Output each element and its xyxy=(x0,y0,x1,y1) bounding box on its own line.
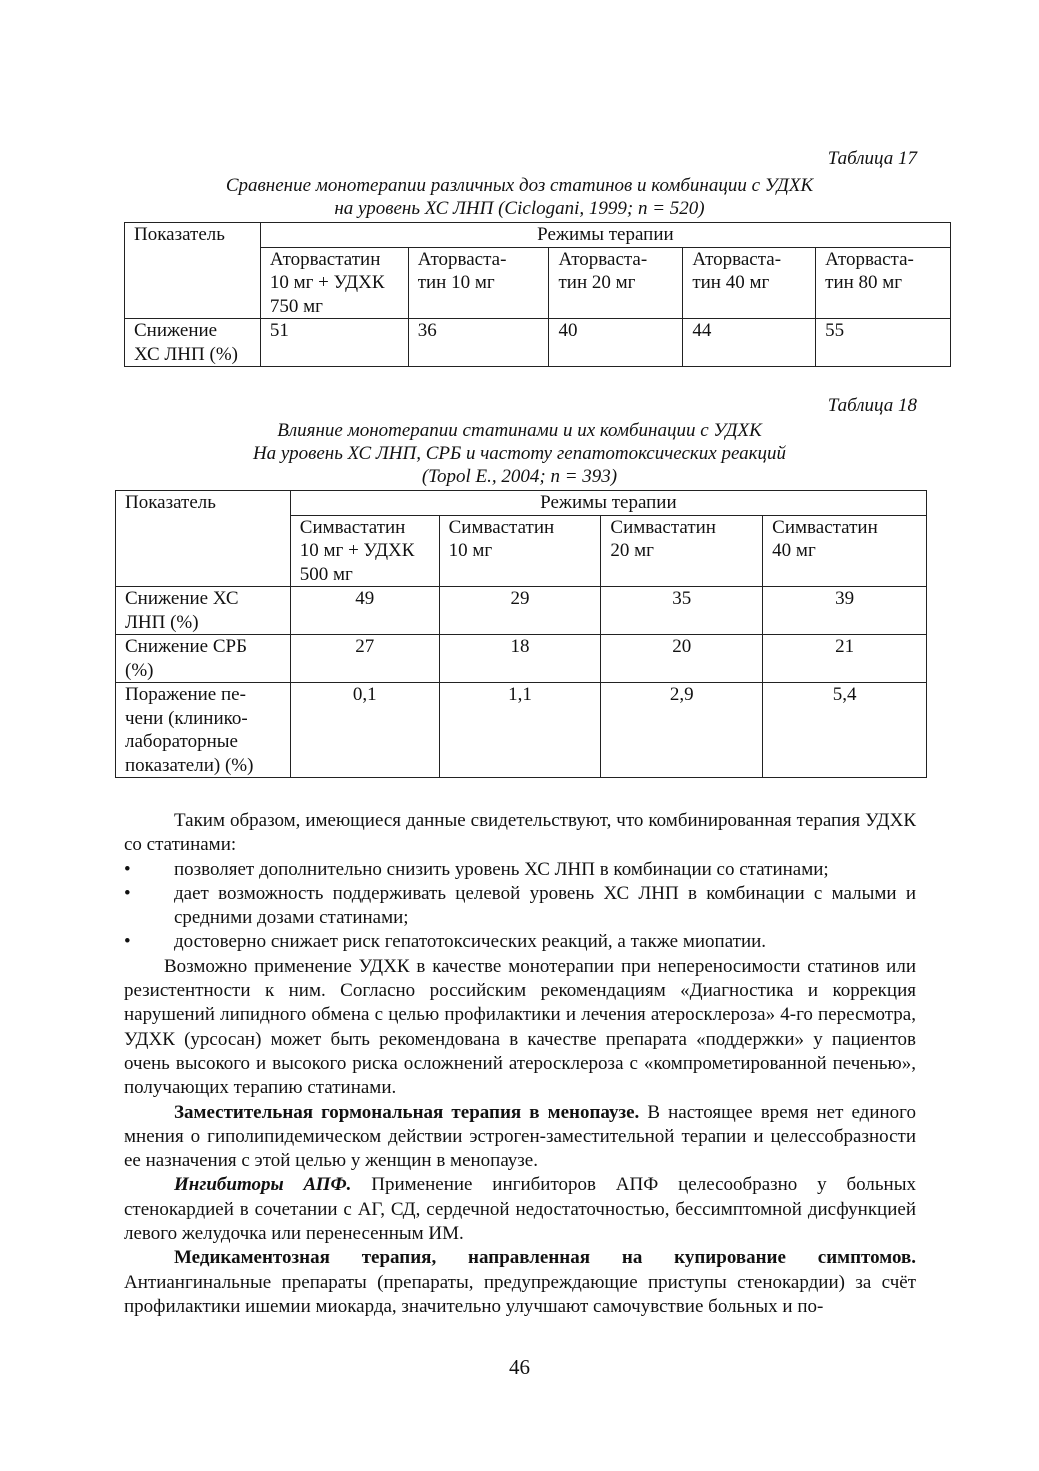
table-cell: 1,1 xyxy=(439,683,601,778)
table-18-col-3: Симвастатин 20 мг xyxy=(601,515,763,587)
ace-heading: Ингибиторы АПФ. xyxy=(174,1174,352,1196)
table-17-col-3: Аторваста- тин 20 мг xyxy=(549,247,683,319)
table-18-title-line-1: Влияние монотерапии статинами и их комбинации с УДХК xyxy=(277,420,762,441)
body-text xyxy=(124,809,916,1319)
table-18-row-label: Снижение ХС ЛНП (%) xyxy=(116,587,291,635)
table-cell: 39 xyxy=(763,587,927,635)
table-cell: 40 xyxy=(549,319,683,367)
table-18-label: Таблица 18 xyxy=(827,395,917,416)
table-17-col-1: Аторвастатин 10 мг + УДХК 750 мг xyxy=(260,247,408,319)
symptoms-paragraph: Медикаментозная терапия, направленная на купирование симптомов. Антиангинальные препараты (препараты, предупреждающие приступы стенокардии) за счёт профилактики ишемии миокарда, значительно улучшают самочувствие больных и по- xyxy=(124,1247,916,1317)
table-17-label: Таблица 17 xyxy=(827,148,917,169)
table-18-row-label: Поражение пе- чени (клинико- лабораторные показатели) (%) xyxy=(116,683,291,778)
bullet-icon: • xyxy=(124,882,131,904)
symptoms-heading: Медикаментозная терапия, направленная на купирование симптомов. xyxy=(174,1247,916,1269)
table-cell: 35 xyxy=(601,587,763,635)
bullet-icon: • xyxy=(124,858,131,880)
table-cell: 5,4 xyxy=(763,683,927,778)
table-18-col-1: Симвастатин 10 мг + УДХК 500 мг xyxy=(290,515,439,587)
table-17-title xyxy=(0,174,1039,220)
bullet-icon: • xyxy=(124,931,131,953)
table-17-title-line-1: Сравнение монотерапии различных доз статинов и комбинации с УДХК xyxy=(225,175,814,196)
list-item: • позволяет дополнительно снизить уровень ХС ЛНП в комбинации со статинами; xyxy=(124,858,916,882)
table-18-row-label: Снижение СРБ (%) xyxy=(116,635,291,683)
ace-paragraph: Ингибиторы АПФ. Применение ингибиторов АПФ целесообразно у больных стенокардией в сочетании с АГ, СД, сердечной недостаточностью, бессимптомной дисфункцией левого желудочка или перенесенным ИМ. xyxy=(124,1174,916,1245)
table-cell: 44 xyxy=(683,319,816,367)
table-18-col-4: Симвастатин 40 мг xyxy=(763,515,927,587)
table-18-title-line-3: (Topol E., 2004; n = 393) xyxy=(421,466,618,487)
table-17-col-2: Аторваста- тин 10 мг xyxy=(408,247,549,319)
table-cell: 55 xyxy=(816,319,951,367)
intro-paragraph: Таким образом, имеющиеся данные свидетельствуют, что комбинированная терапия УДХК со статинами: xyxy=(124,810,916,856)
table-17 xyxy=(124,222,951,367)
table-18-group-header: Режимы терапии xyxy=(290,491,926,516)
table-row xyxy=(116,587,927,635)
table-row xyxy=(125,319,951,367)
hrt-heading: Заместительная гормональная терапия в менопаузе. xyxy=(174,1101,640,1123)
table-cell: 20 xyxy=(601,635,763,683)
table-cell: 29 xyxy=(439,587,601,635)
table-17-col-4: Аторваста- тин 40 мг xyxy=(683,247,816,319)
table-17-col-5: Аторваста- тин 80 мг xyxy=(816,247,951,319)
table-cell: 36 xyxy=(408,319,549,367)
table-18 xyxy=(115,490,927,778)
table-row xyxy=(116,683,927,778)
table-18-col-2: Симвастатин 10 мг xyxy=(439,515,601,587)
hrt-paragraph: Заместительная гормональная терапия в менопаузе. В настоящее время нет единого мнения о гиполипидемическом действии эстроген-заместительной терапии и целессобразности ее назначения с этой целью у женщин в менопаузе. xyxy=(124,1101,916,1172)
table-cell: 27 xyxy=(290,635,439,683)
table-cell: 2,9 xyxy=(601,683,763,778)
list-item: • достоверно снижает риск гепатотоксических реакций, а также миопатии. xyxy=(124,930,916,954)
table-17-title-line-2: на уровень ХС ЛНП (Ciclogani, 1999; n = 520) xyxy=(334,198,705,219)
table-cell: 51 xyxy=(260,319,408,367)
table-18-row-header: Показатель xyxy=(116,491,291,587)
udca-paragraph: Возможно применение УДХК в качестве монотерапии при непереносимости статинов или резистентности к ним. Согласно российским рекомендациям «Диагностика и коррекция нарушений липидного обмена с целью профилактики и лечения атеросклероза» 4-го пересмотра, УДХК (урсосан) может быть рекомендована в качестве препарата «поддержки» у пациентов очень высокого и высокого риска осложнений атеросклероза с «компрометированной печенью», получающих терапию статинами. xyxy=(124,955,916,1099)
list-item: • дает возможность поддерживать целевой уровень ХС ЛНП в комбинации с малыми и средними дозами статинами; xyxy=(124,882,916,929)
page-number: 46 xyxy=(509,1355,530,1379)
table-cell: 21 xyxy=(763,635,927,683)
table-row xyxy=(116,635,927,683)
table-17-group-header: Режимы терапии xyxy=(260,223,950,248)
table-18-title xyxy=(0,419,1039,488)
table-cell: 49 xyxy=(290,587,439,635)
table-17-row-label: Снижение ХС ЛНП (%) xyxy=(125,319,261,367)
table-18-title-line-2: На уровень ХС ЛНП, СРБ и частоту гепатотоксических реакций xyxy=(252,443,787,464)
table-17-row-header: Показатель xyxy=(125,223,261,319)
table-cell: 0,1 xyxy=(290,683,439,778)
table-cell: 18 xyxy=(439,635,601,683)
